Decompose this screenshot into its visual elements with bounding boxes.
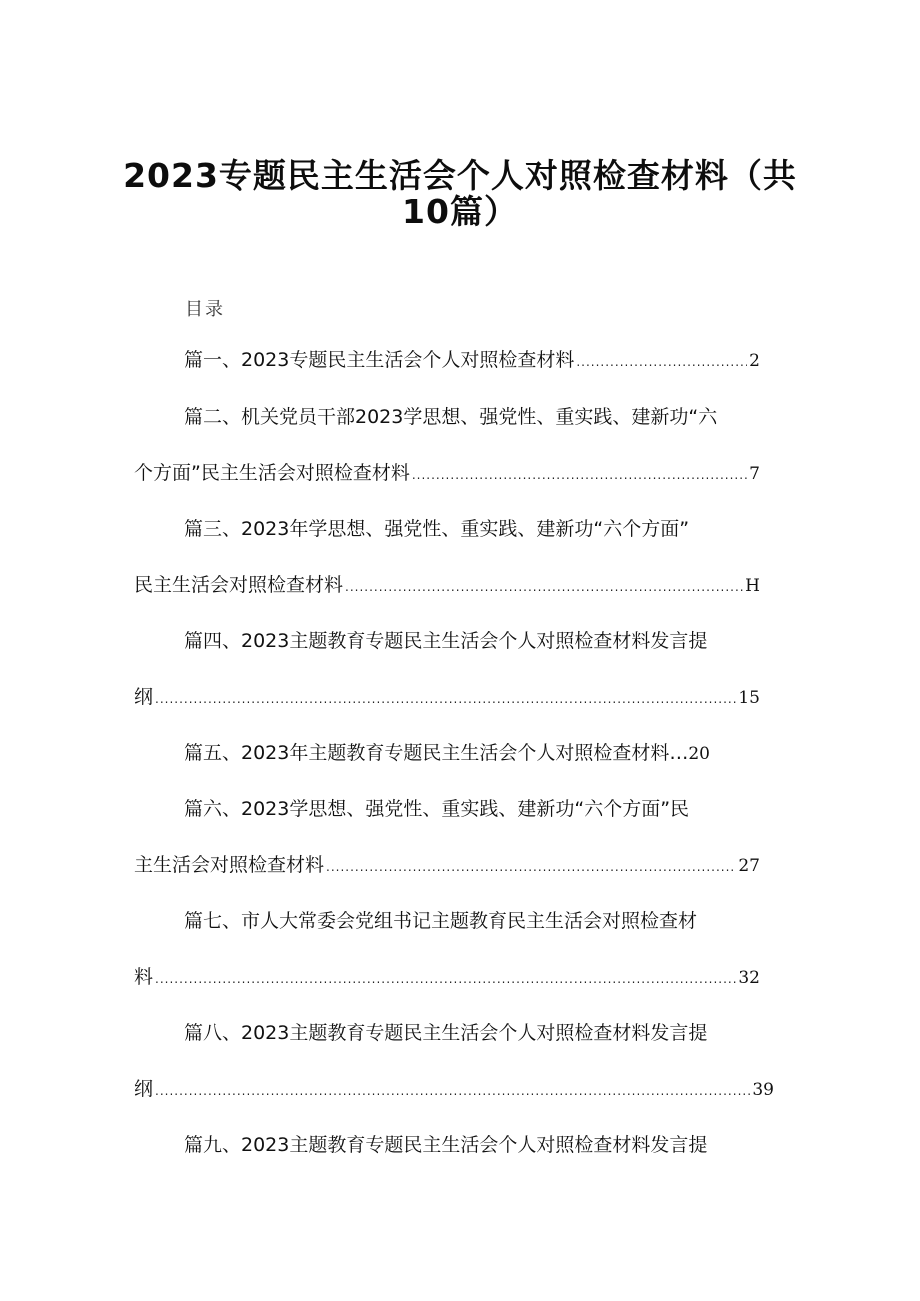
toc-entry-text: 篇三、2023年学思想、强党性、重实践、建新功“六个方面”	[184, 518, 690, 540]
toc-leader-dots	[576, 350, 747, 374]
toc-entry-text: 篇二、机关党员干部2023学思想、强党性、重实践、建新功“六	[184, 406, 718, 428]
document-title-line-2: 10篇）	[402, 192, 518, 231]
toc-page-number: 32	[738, 968, 760, 988]
toc-entry-2-continued[interactable]	[134, 461, 760, 487]
toc-leader-dots	[326, 855, 736, 879]
toc-heading: 目录	[185, 299, 225, 320]
toc-entry-text: 纲	[134, 1078, 154, 1100]
toc-entry-text: 主生活会对照检查材料	[134, 854, 325, 876]
toc-leader-dots	[412, 463, 747, 487]
toc-entry-text: 篇四、2023主题教育专题民主生活会个人对照检查材料发言提	[184, 630, 708, 652]
document-title-line-1: 2023专题民主生活会个人对照检查材料（共	[123, 156, 797, 195]
toc-entry-3[interactable]	[184, 517, 689, 541]
toc-entry-text: 篇九、2023主题教育专题民主生活会个人对照检查材料发言提	[184, 1134, 708, 1156]
toc-entry-6[interactable]	[184, 797, 689, 821]
toc-entry-3-continued[interactable]	[134, 573, 760, 599]
toc-entry-text: 篇一、2023专题民主生活会个人对照检查材料	[184, 349, 575, 371]
toc-entry-9[interactable]	[184, 1133, 707, 1157]
toc-entry-text: 个方面”民主生活会对照检查材料	[134, 462, 410, 484]
toc-entry-5[interactable]	[184, 741, 710, 766]
toc-entry-text: 纲	[134, 686, 154, 708]
toc-leader-dots	[155, 687, 736, 711]
toc-entry-6-continued[interactable]	[134, 853, 760, 879]
toc-entry-text: 篇八、2023主题教育专题民主生活会个人对照检查材料发言提	[184, 1022, 708, 1044]
toc-entry-text: 民主生活会对照检查材料	[134, 574, 344, 596]
toc-entry-text: 料	[134, 966, 154, 988]
toc-entry-4-continued[interactable]	[134, 685, 760, 711]
toc-page-number: 20	[688, 744, 710, 764]
toc-entry-2[interactable]	[184, 405, 717, 429]
toc-page-number: 39	[752, 1080, 774, 1100]
toc-entry-text: 篇五、2023年主题教育专题民主生活会个人对照检查材料…	[184, 742, 689, 764]
toc-leader-dots	[345, 575, 743, 599]
toc-entry-7[interactable]	[184, 909, 697, 933]
toc-page-number: 27	[738, 856, 760, 876]
toc-page-number: H	[745, 576, 760, 596]
toc-entry-7-continued[interactable]	[134, 965, 760, 991]
toc-entry-text: 篇六、2023学思想、强党性、重实践、建新功“六个方面”民	[184, 798, 690, 820]
toc-entry-1[interactable]	[184, 348, 760, 374]
toc-page-number: 15	[738, 688, 760, 708]
toc-entry-8[interactable]	[184, 1021, 707, 1045]
toc-entry-8-continued[interactable]	[134, 1077, 774, 1103]
toc-page-number: 2	[749, 351, 760, 371]
toc-entry-4[interactable]	[184, 629, 707, 653]
toc-page-number: 7	[749, 464, 760, 484]
toc-entry-text: 篇七、市人大常委会党组书记主题教育民主生活会对照检查材	[184, 910, 698, 932]
toc-leader-dots	[155, 967, 736, 991]
toc-leader-dots	[155, 1079, 750, 1103]
